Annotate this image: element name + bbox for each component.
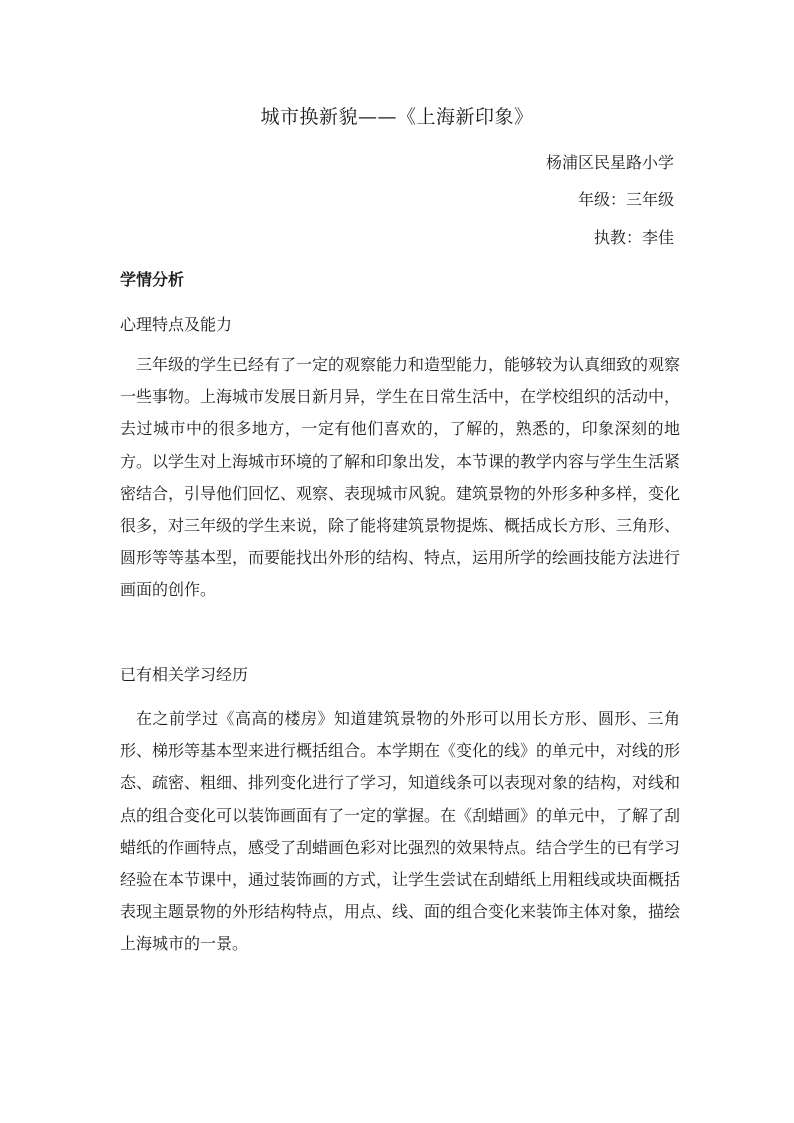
grade-label: 年级：三年级	[577, 190, 674, 209]
teacher-label: 执教：李佳	[593, 228, 674, 247]
subsection-heading-prior-learning: 已有相关学习经历	[120, 665, 249, 684]
paragraph-prior-learning: 在之前学过《高高的楼房》知道建筑景物的外形可以用长方形、圆形、三角形、梯形等基本型来进行概括组合。本学期在《变化的线》的单元中，对线的形态、疏密、粗细、排列变化进行了学习，知道线条可以表现对象的结构，对线和点的组合变化可以装饰画面有了一定的掌握。在《刮蜡画》的单元中，了解了刮蜡纸的作画特点，感受了刮蜡画色彩对比强烈的效果特点。结合学生的已有学习经验在本节课中，通过装饰画的方式，让学生尝试在刮蜡纸上用粗线或块面概括表现主题景物的外形结构特点，用点、线、面的组合变化来装饰主体对象，描绘上海城市的一景。	[120, 709, 681, 954]
subsection-heading-psychology: 心理特点及能力	[120, 315, 233, 334]
school-name: 杨浦区民星路小学	[545, 153, 674, 172]
paragraph-psychology: 三年级的学生已经有了一定的观察能力和造型能力，能够较为认真细致的观察一些事物。上海城市发展日新月异，学生在日常生活中，在学校组织的活动中，去过城市中的很多地方，一定有他们喜欢的，了解的，熟悉的，印象深刻的地方。以学生对上海城市环境的了解和印象出发，本节课的教学内容与学生生活紧密结合，引导他们回忆、观察、表现城市风貌。建筑景物的外形多种多样，变化很多，对三年级的学生来说，除了能将建筑景物提炼、概括成长方形、三角形、圆形等等基本型，而要能找出外形的结构、特点，运用所学的绘画技能方法进行画面的创作。	[120, 355, 681, 600]
document-title: 城市换新貌——《上海新印象》	[260, 106, 534, 128]
section-heading-student-analysis: 学情分析	[120, 270, 185, 289]
